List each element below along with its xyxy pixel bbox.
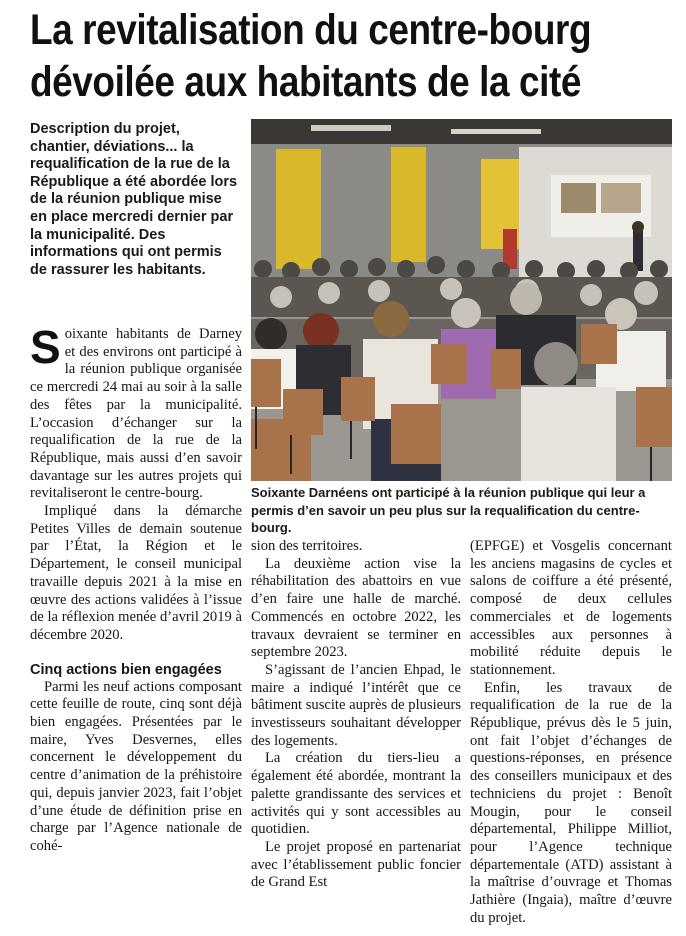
article-lead: Description du projet, chantier, déviations... la requalification de la rue de la République a été abordée lors de la réunion publique mise en place mercredi dernier par la municipalité. Des informations qui ont permis de rassurer les habitants. — [30, 121, 238, 278]
paragraph-5: S’agissant de l’ancien Ehpad, le maire a indiqué l’intérêt que ce bâtiment suscite auprès de plusieurs investisseurs souhaitant développer des logements. — [251, 661, 461, 749]
article-column-1 — [30, 321, 242, 856]
photo-caption: Soixante Darnéens ont participé à la réunion publique qui leur a permis d’en savoir un peu plus sur la requalification du centre-bourg. — [251, 485, 646, 535]
section-subhead: Cinq actions bien engagées — [30, 661, 222, 678]
paragraph-1-text: oixante habitants de Darney et des environs ont participé à la réunion publique organisée ce mercredi 24 mai au soir à la salle des fêtes par la municipalité. L’occasion d’échanger sur la requalification de la rue de la République, mais aussi d’en savoir davantage sur les autres projets qui revitaliseront le centre-bourg. — [30, 326, 242, 502]
paragraph-3-continued: sion des territoires. — [251, 538, 363, 554]
paragraph-7: Le projet proposé en partenariat avec l’établissement public foncier de Grand Est — [251, 838, 461, 891]
paragraph-4: La deuxième action vise la réhabilitation des abattoirs en vue d’en faire une halle de marché. Commencés en octobre 2022, les travaux devraient se terminer en septembre 2023. — [251, 555, 461, 661]
headline-line-1: La revitalisation du centre-bourg — [30, 6, 592, 54]
headline-line-2: dévoilée aux habitants de la cité — [30, 58, 581, 106]
paragraph-7-continued: (EPFGE) et Vosgelis concernant les anciens magasins de cycles et salons de coiffure a été présenté, composé de deux cellules commerciales et de logements accessibles aux personnes à mobilité réduite depuis le stationnement. — [470, 538, 672, 678]
paragraph-1 — [30, 321, 242, 503]
paragraph-8: Enfin, les travaux de requalification de la rue de la République, prévus dès le 5 juin, ont fait l’objet d’échanges de questions-réponses, en présence des conseillers municipaux et des techniciens du projet : Benoît Mougin, pour le conseil départemental, Philippe Milliot, pour l’Agence technique départementale (ATD) assistant à la maîtrise d’ouvrage et Thomas Jathière (Ingaia), maître d’œuvre du projet. — [470, 679, 672, 926]
article-column-2 — [251, 538, 461, 892]
meeting-photo — [251, 119, 672, 481]
article-headline — [30, 4, 592, 108]
paragraph-2: Impliqué dans la démarche Petites Villes de demain soutenue par l’État, la Région et le Département, le conseil municipal travaille depuis 2021 à la mise en œuvre des actions validées à l’issue de la réflexion menée d’avril 2019 à décembre 2020. — [30, 503, 242, 643]
paragraph-3: Parmi les neuf actions composant cette feuille de route, cinq sont déjà bien engagées. Présentées par le maire, Yves Desvernes, elles concernent le développement du centre d’animation de la préhistoire qui, depuis janvier 2023, fait l’objet d’une étude de définition prise en charge par l’Agence nationale de cohé- — [30, 678, 242, 854]
article-column-3 — [470, 538, 672, 927]
paragraph-6: La création du tiers-lieu a également été abordée, montrant la palette grandissante des services et activités qui y sont accessibles au quotidien. — [251, 750, 461, 838]
drop-cap: S — [30, 321, 61, 373]
